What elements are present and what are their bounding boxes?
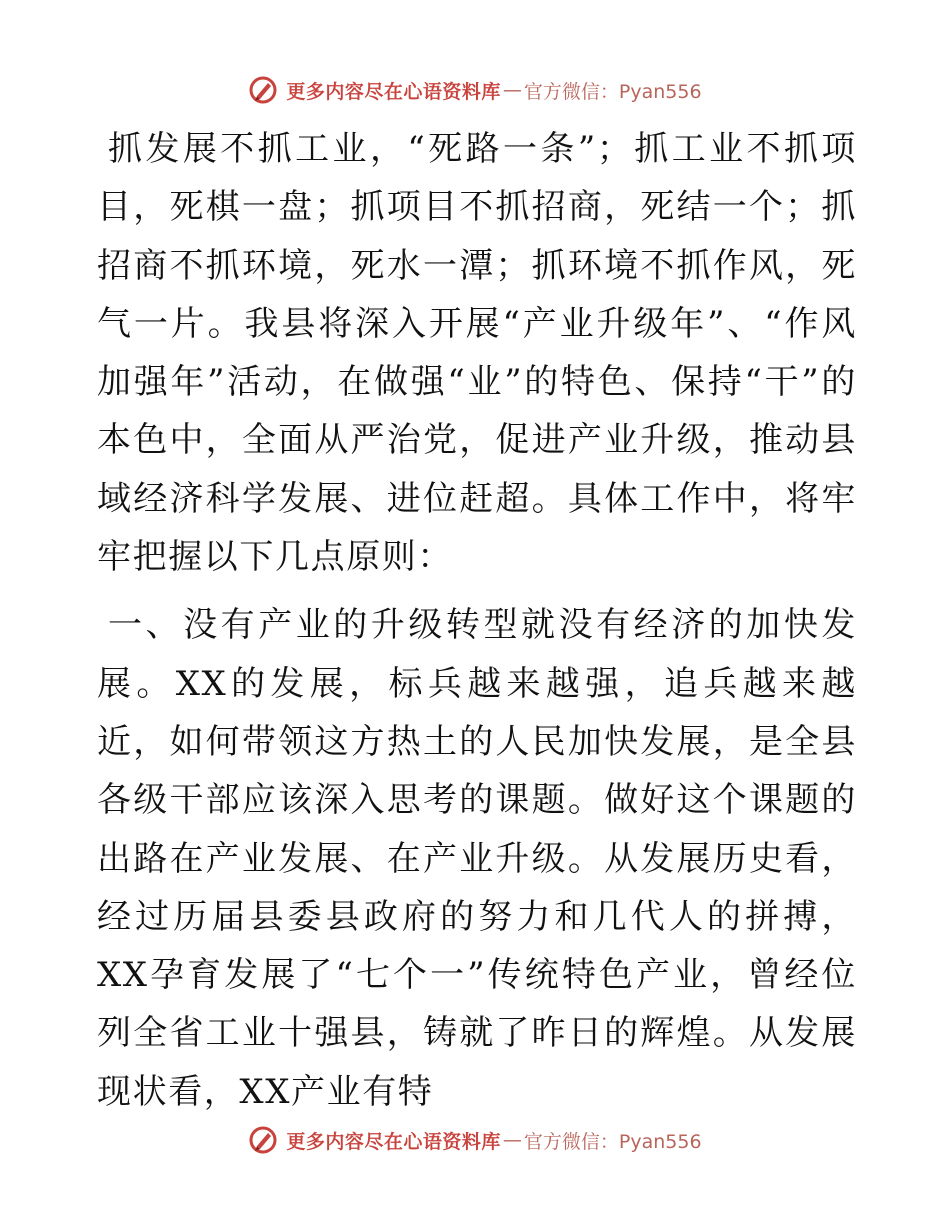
banner-text: 更多内容尽在心语资料库 (286, 1130, 501, 1153)
footer-watermark-banner (0, 1120, 950, 1160)
banner-wechat: 官方微信：Pyan556 (523, 1130, 702, 1153)
document-body (97, 120, 857, 1121)
red-pen-circle-logo-icon (248, 1125, 278, 1155)
header-watermark-banner (0, 70, 950, 110)
red-pen-circle-logo-icon (248, 75, 278, 105)
paragraph-principle-one: 一、没有产业的升级转型就没有经济的加快发展。XX的发展，标兵越来越强，追兵越来越近，如何带领这方热土的人民加快发展，是全县各级干部应该深入思考的课题。做好这个课题的出路在产业发展、在产业升级。从发展历史看，经过历届县委县政府的努力和几代人的拼搏，XX孕育发展了“七个一”传统特色产业，曾经位列全省工业十强县，铸就了昨日的辉煌。从发展现状看，XX产业有特 (97, 605, 857, 1112)
banner-separator: — (502, 79, 522, 101)
banner-wechat: 官方微信：Pyan556 (523, 80, 702, 103)
banner-separator: — (502, 1129, 522, 1151)
paragraph-intro: 抓发展不抓工业，“死路一条”；抓工业不抓项目，死棋一盘；抓项目不抓招商，死结一个；抓招商不抓环境，死水一潭；抓环境不抓作风，死气一片。我县将深入开展“产业升级年”、“作风加强年”活动，在做强“业”的特色、保持“干”的本色中，全面从严治党，促进产业升级，推动县域经济科学发展、进位赶超。具体工作中，将牢牢把握以下几点原则： (97, 129, 857, 578)
banner-text: 更多内容尽在心语资料库 (286, 80, 501, 103)
